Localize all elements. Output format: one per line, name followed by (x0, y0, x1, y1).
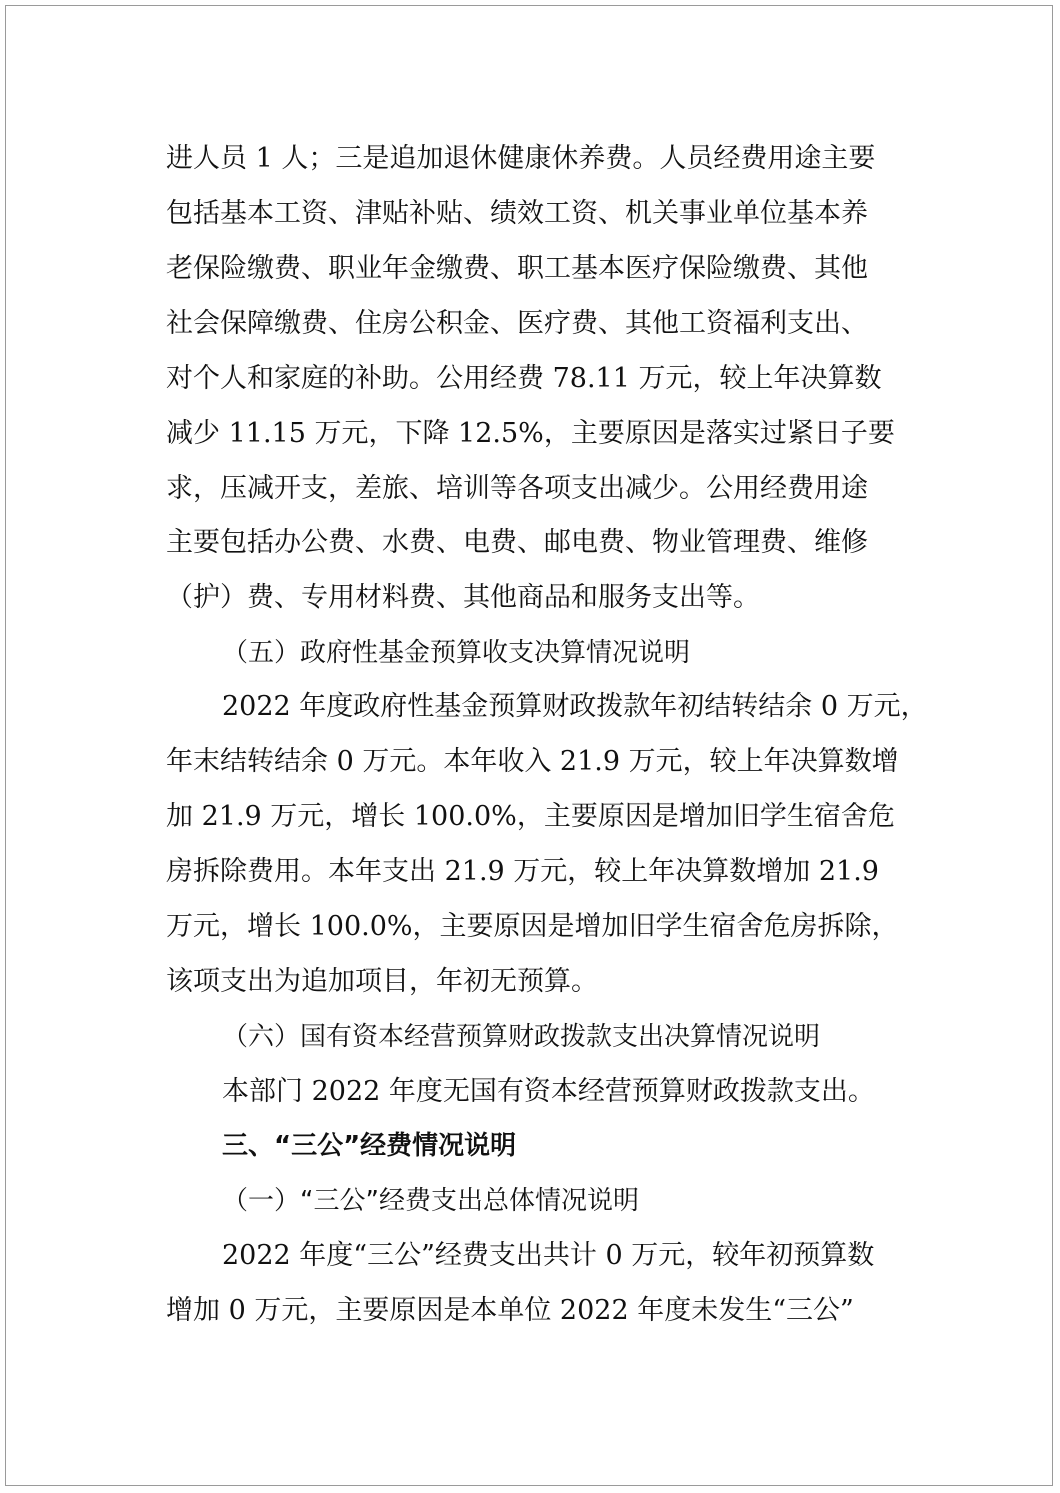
body-text-line: 进人员 1 人；三是追加退休健康休养费。人员经费用途主要 (166, 143, 876, 174)
body-text-line: 主要包括办公费、水费、电费、邮电费、物业管理费、维修 (166, 527, 868, 558)
body-text-line: 房拆除费用。本年支出 21.9 万元，较上年决算数增加 21.9 (166, 856, 879, 887)
body-text-line: 2022 年度“三公”经费支出共计 0 万元，较年初预算数 (222, 1240, 875, 1271)
body-text-line: 加 21.9 万元，增长 100.0%，主要原因是增加旧学生宿舍危 (166, 801, 895, 832)
body-text-line: 本部门 2022 年度无国有资本经营预算财政拨款支出。 (222, 1076, 875, 1107)
section-subheading: （六）国有资本经营预算财政拨款支出决算情况说明 (222, 1022, 821, 1052)
section-subheading: （五）政府性基金预算收支决算情况说明 (222, 638, 691, 668)
body-text-line: 对个人和家庭的补助。公用经费 78.11 万元，较上年决算数 (166, 363, 882, 394)
body-text-line: 求，压减开支，差旅、培训等各项支出减少。公用经费用途 (166, 473, 868, 504)
body-text-line: 老保险缴费、职业年金缴费、职工基本医疗保险缴费、其他 (166, 253, 868, 284)
body-text-line: 该项支出为追加项目，年初无预算。 (166, 966, 598, 997)
body-text-line: （护）费、专用材料费、其他商品和服务支出等。 (166, 582, 760, 613)
body-text-line: 2022 年度政府性基金预算财政拨款年初结转结余 0 万元， (222, 691, 928, 722)
body-text-line: 万元，增长 100.0%，主要原因是增加旧学生宿舍危房拆除， (166, 911, 899, 942)
body-text-line: 年末结转结余 0 万元。本年收入 21.9 万元，较上年决算数增 (166, 746, 899, 777)
section-subheading: （一）“三公”经费支出总体情况说明 (222, 1186, 639, 1216)
body-text-line: 增加 0 万元，主要原因是本单位 2022 年度未发生“三公” (166, 1295, 854, 1326)
body-text-line: 减少 11.15 万元，下降 12.5%，主要原因是落实过紧日子要 (166, 418, 895, 449)
body-text-line: 包括基本工资、津贴补贴、绩效工资、机关事业单位基本养 (166, 198, 868, 229)
section-heading: 三、“三公”经费情况说明 (222, 1131, 517, 1161)
body-text-line: 社会保障缴费、住房公积金、医疗费、其他工资福利支出、 (166, 308, 868, 339)
